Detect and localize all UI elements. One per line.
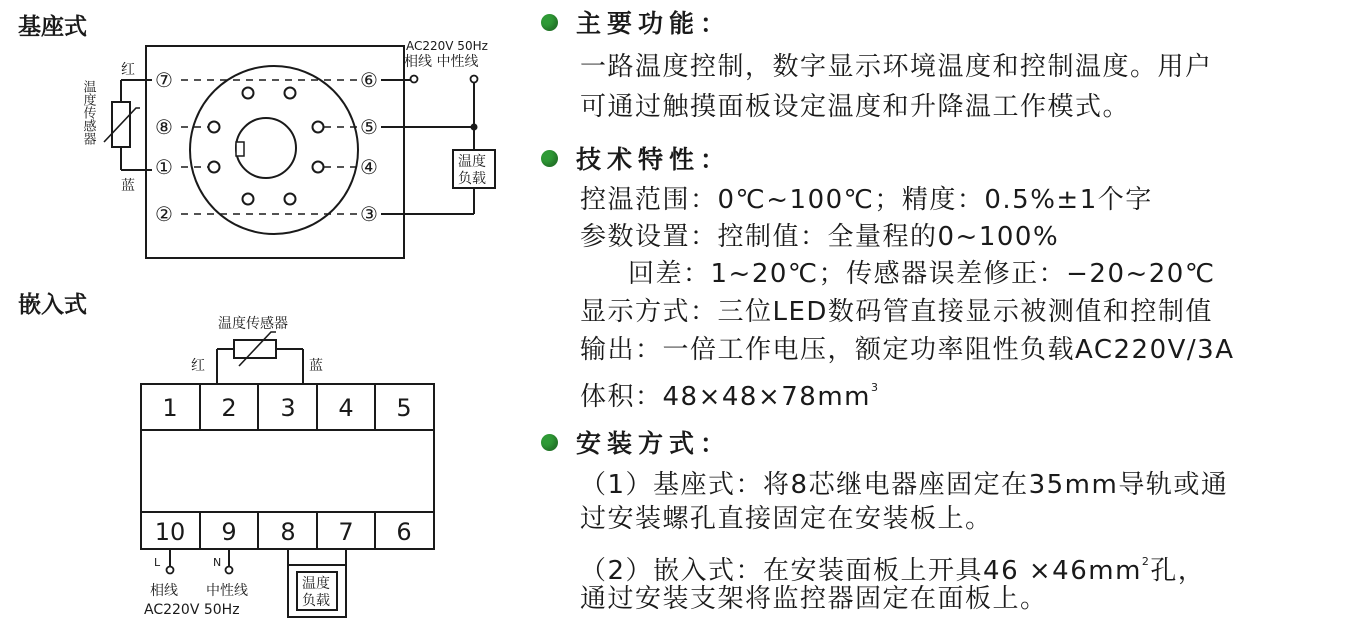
install-title: 安装方式： — [576, 429, 732, 458]
terminal-6: 6 — [396, 518, 412, 546]
bullet-icon — [541, 14, 558, 31]
spec-panel — [538, 0, 1338, 627]
embed-l-terminal — [167, 567, 174, 574]
pin-8: ⑧ — [155, 115, 173, 139]
socket-contacts — [209, 88, 324, 205]
spec-volume-sup: 3 — [870, 381, 880, 394]
base-red-label: 红 — [121, 62, 135, 78]
install-line-3-text: （2）嵌入式：在安装面板上开具46 ×46mm — [580, 556, 1142, 586]
embed-load-label-2: 负载 — [302, 593, 330, 609]
spec-temp-range: 控温范围：0℃~100℃；精度：0.5%±1个字 — [580, 185, 1153, 215]
embed-supply-label: AC220V 50Hz — [144, 602, 240, 618]
install-line-1: （1）基座式：将8芯继电器座固定在35mm导轨或通 — [580, 470, 1229, 500]
embed-sensor-label: 温度传感器 — [218, 316, 288, 332]
terminal-7: 7 — [338, 518, 354, 546]
terminal-1: 1 — [162, 394, 178, 422]
terminal-2: 2 — [221, 394, 237, 422]
embed-n-mark: N — [213, 556, 222, 569]
embed-mount-title: 嵌入式 — [18, 292, 87, 318]
pin-2: ② — [155, 202, 173, 226]
base-load-label-1: 温度 — [458, 154, 486, 170]
wiring-diagram — [0, 0, 540, 627]
pin-6: ⑥ — [360, 68, 378, 92]
embed-n-terminal — [226, 567, 233, 574]
terminal-5: 5 — [396, 394, 412, 422]
base-blue-label: 蓝 — [121, 178, 135, 194]
neutral-junction — [471, 124, 478, 131]
pin-3: ③ — [360, 202, 378, 226]
base-supply-wiring — [381, 80, 474, 214]
pin-7: ⑦ — [155, 68, 173, 92]
features-line-1: 一路温度控制，数字显示环境温度和控制温度。用户 — [580, 52, 1213, 82]
spec-output: 输出：一倍工作电压，额定功率阻性负载AC220V/3A — [580, 335, 1235, 365]
base-phase-neutral-label: 相线 中性线 — [404, 54, 479, 70]
spec-params: 参数设置：控制值：全量程的0~100% — [580, 222, 1060, 252]
features-line-2: 可通过触摸面板设定温度和升降温工作模式。 — [580, 92, 1131, 122]
bullet-icon — [541, 150, 558, 167]
base-load-label-2: 负载 — [458, 171, 486, 187]
neutral-terminal — [471, 76, 478, 83]
pin-1: ① — [155, 155, 173, 179]
specs-title: 技术特性： — [576, 145, 732, 174]
base-sensor-label: 温度传感器 — [80, 80, 96, 145]
terminal-9: 9 — [221, 518, 237, 546]
spec-volume — [580, 371, 879, 414]
embed-load-label-1: 温度 — [302, 576, 330, 592]
embed-bottom-wiring — [170, 549, 346, 572]
pin-5: ⑤ — [360, 115, 378, 139]
embed-neutral-label: 中性线 — [206, 583, 248, 599]
base-mount-title: 基座式 — [18, 14, 87, 40]
socket-key-notch — [236, 142, 244, 156]
embed-red-label: 红 — [191, 358, 205, 374]
features-section — [538, 4, 1338, 122]
spec-volume-text: 体积：48×48×78mm — [580, 382, 871, 412]
socket-center-hub — [236, 118, 296, 178]
features-title: 主要功能： — [576, 9, 732, 38]
install-line-4: 通过安装支架将监控器固定在面板上。 — [580, 584, 1048, 614]
embed-phase-label: 相线 — [150, 583, 178, 599]
bullet-icon — [541, 434, 558, 451]
embed-blue-label: 蓝 — [309, 358, 323, 374]
embed-l-mark: L — [154, 556, 161, 569]
base-supply-label: AC220V 50Hz — [406, 39, 488, 53]
pin-4: ④ — [360, 155, 378, 179]
terminal-8: 8 — [280, 518, 296, 546]
terminal-4: 4 — [338, 394, 354, 422]
install-line-3-sup: 2 — [1141, 555, 1151, 568]
install-line-3-end: 孔， — [1150, 556, 1206, 586]
terminal-3: 3 — [280, 394, 296, 422]
spec-hysteresis: 回差：1~20℃；传感器误差修正：−20~20℃ — [628, 259, 1216, 289]
phase-terminal — [411, 76, 418, 83]
spec-display: 显示方式：三位LED数码管直接显示被测值和控制值 — [580, 297, 1213, 327]
install-line-2: 过安装螺孔直接固定在安装板上。 — [580, 504, 993, 534]
socket-outer-ring — [190, 66, 358, 234]
terminal-10: 10 — [154, 518, 186, 546]
